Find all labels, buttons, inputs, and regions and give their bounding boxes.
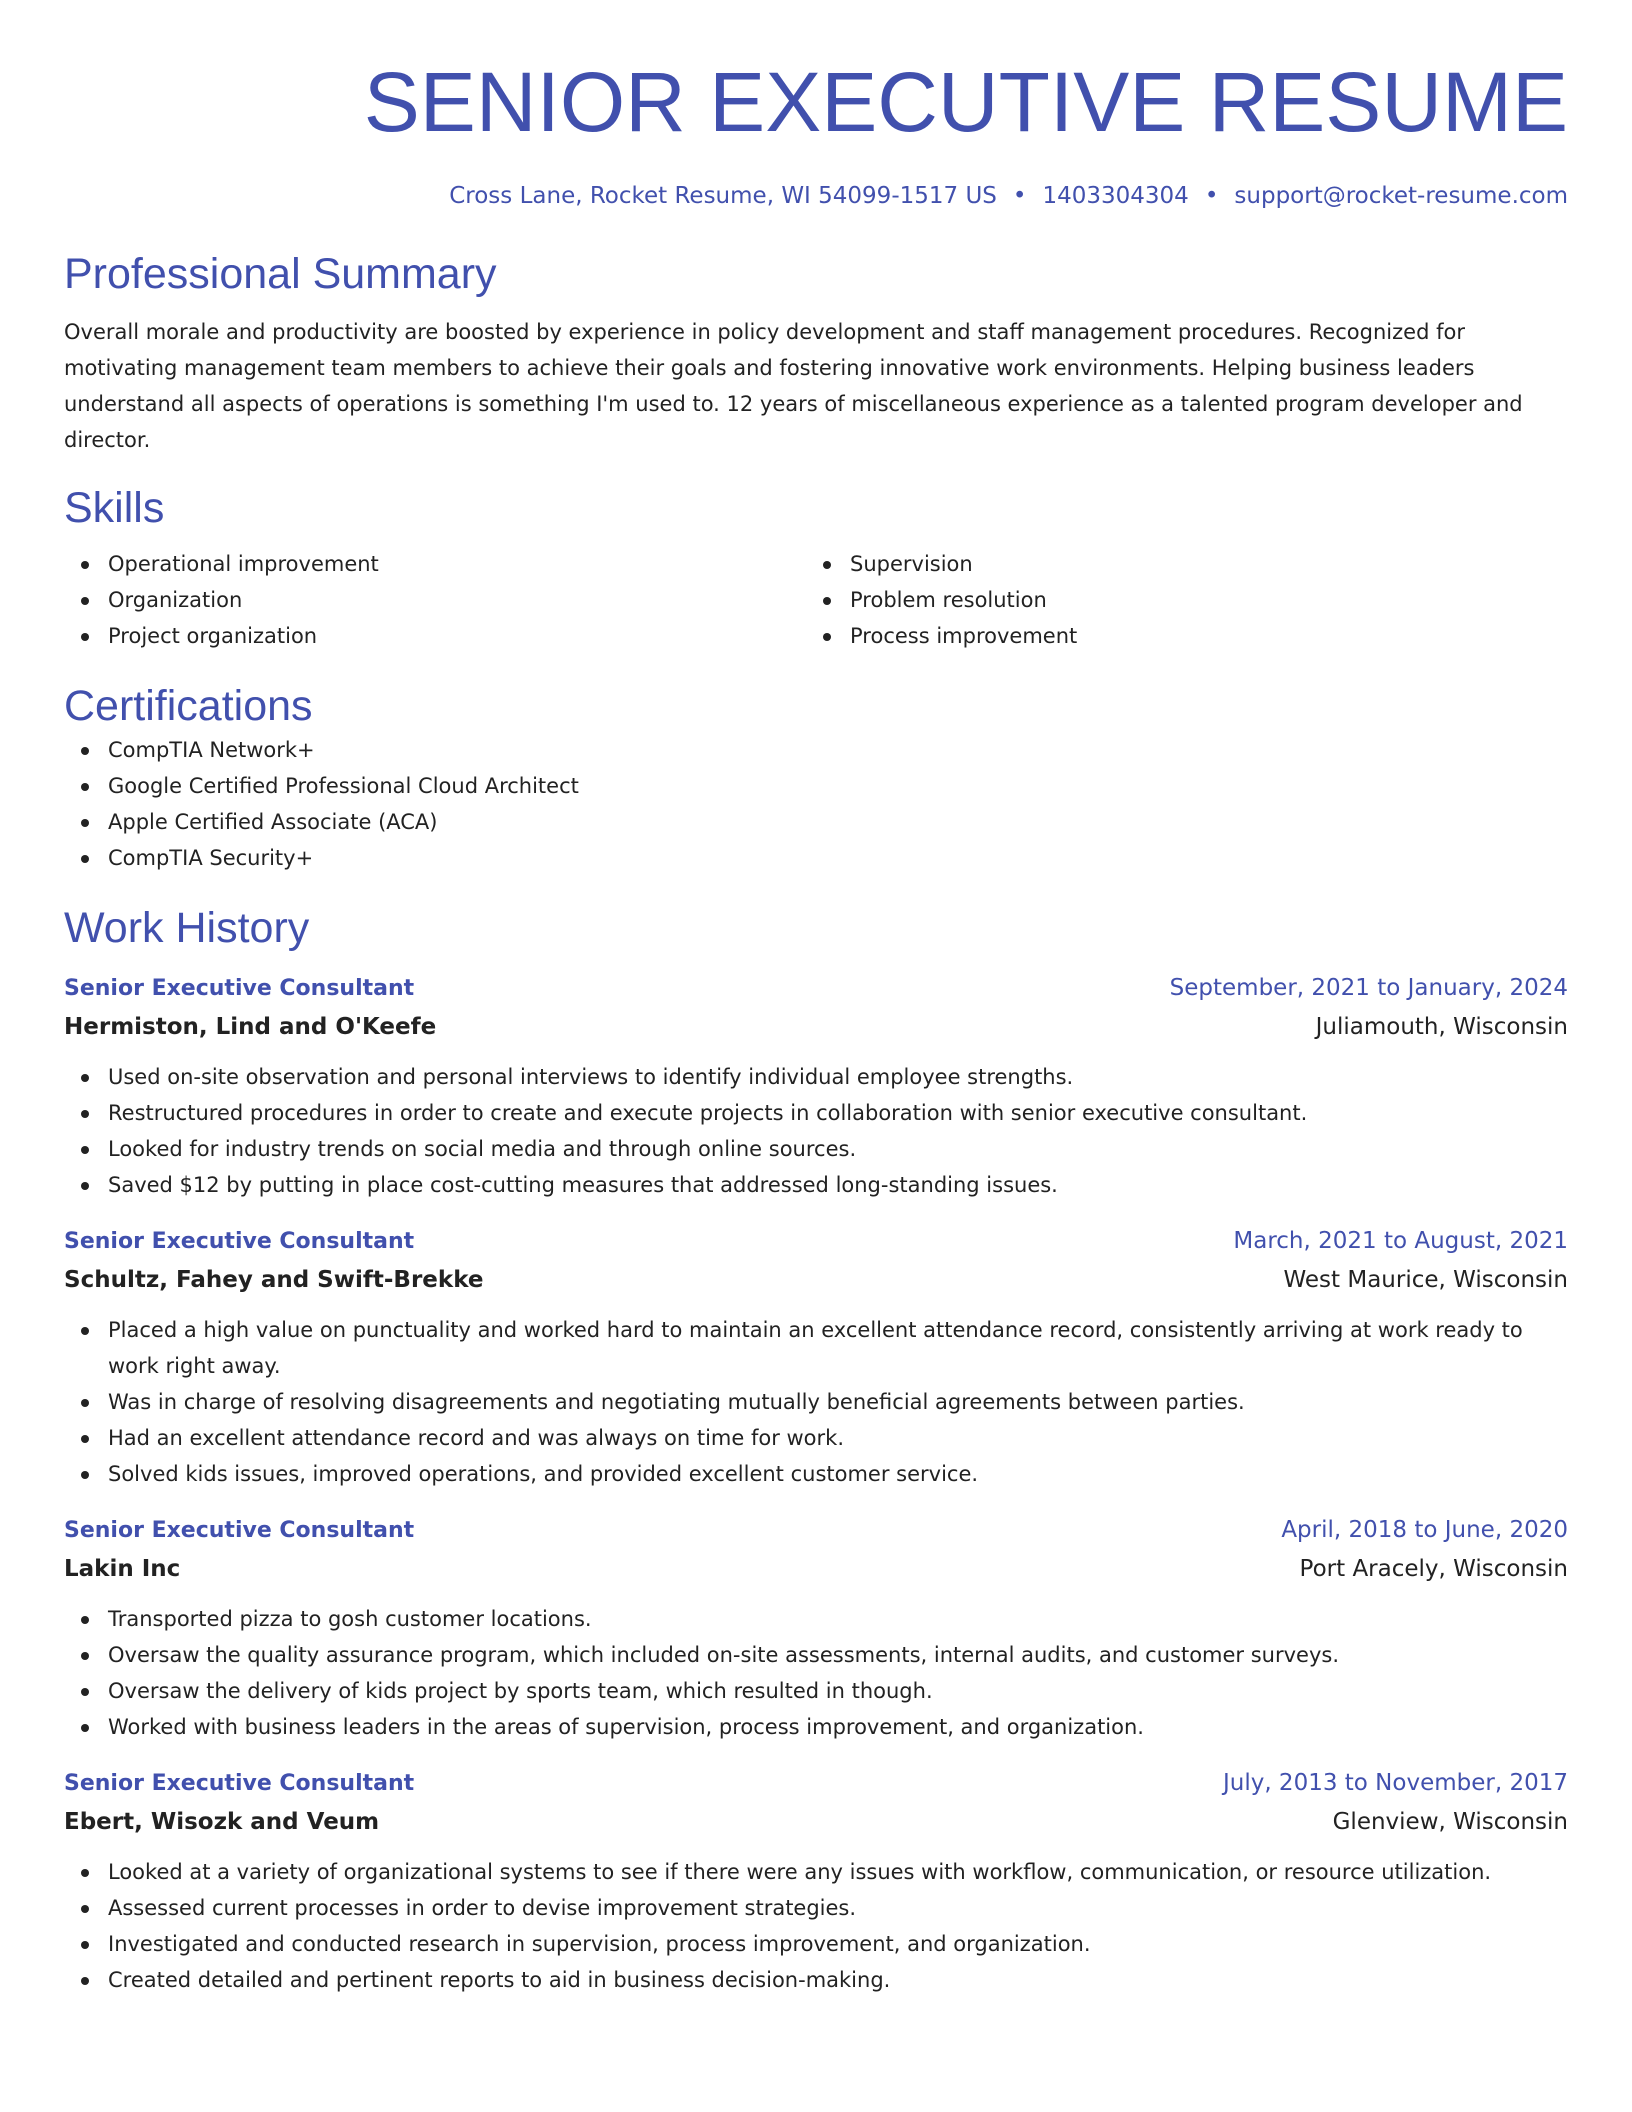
job-company-row: [64, 1802, 1568, 1842]
job-duty: Was in charge of resolving disagreements and negotiating mutually beneficial agreements between parties.: [64, 1384, 1568, 1420]
job-entry: [64, 970, 1568, 1203]
job-location: Glenview, Wisconsin: [1332, 1809, 1568, 1835]
job-header-row: [64, 970, 1568, 1007]
job-entry: [64, 1765, 1568, 1998]
job-company: Hermiston, Lind and O'Keefe: [64, 1014, 437, 1040]
job-title: Senior Executive Consultant: [64, 1771, 415, 1796]
job-duty: Saved $12 by putting in place cost-cutting measures that addressed long-standing issues.: [64, 1167, 1568, 1203]
certification-item: CompTIA Network+: [64, 732, 1568, 768]
skills-grid: [64, 546, 1568, 654]
skill-item: Problem resolution: [806, 582, 1548, 618]
contact-separator: •: [1012, 183, 1027, 209]
job-duties: [64, 1854, 1568, 1998]
job-duties: [64, 1059, 1568, 1203]
resume-header: [64, 52, 1568, 212]
resume-title: SENIOR EXECUTIVE RESUME: [363, 55, 1568, 149]
contact-separator: •: [1204, 183, 1219, 209]
job-entry: [64, 1512, 1568, 1745]
job-duty: Oversaw the delivery of kids project by sports team, which resulted in though.: [64, 1673, 1568, 1709]
job-company-row: [64, 1549, 1568, 1589]
job-company-row: [64, 1007, 1568, 1047]
job-title: Senior Executive Consultant: [64, 976, 415, 1001]
job-company: Lakin Inc: [64, 1556, 181, 1582]
job-location: Juliamouth, Wisconsin: [1315, 1014, 1568, 1040]
job-dates: April, 2018 to June, 2020: [1281, 1517, 1568, 1543]
job-header-row: [64, 1223, 1568, 1260]
job-company: Schultz, Fahey and Swift-Brekke: [64, 1267, 484, 1293]
job-duty: Had an excellent attendance record and was always on time for work.: [64, 1420, 1568, 1456]
job-header-row: [64, 1765, 1568, 1802]
job-duty: Placed a high value on punctuality and worked hard to maintain an excellent attendance record, consistently arriving at work ready to work right away.: [64, 1312, 1568, 1384]
certification-item: Apple Certified Associate (ACA): [64, 804, 1568, 840]
job-duty: Restructured procedures in order to create and execute projects in collaboration with senior executive consultant.: [64, 1095, 1568, 1131]
contact-email[interactable]: support@rocket-resume.com: [1234, 183, 1568, 209]
job-dates: March, 2021 to August, 2021: [1233, 1228, 1568, 1254]
skills-heading: Skills: [64, 484, 165, 532]
job-duty: Created detailed and pertinent reports to aid in business decision-making.: [64, 1962, 1568, 1998]
summary-heading: Professional Summary: [64, 250, 497, 298]
job-duty: Looked for industry trends on social media and through online sources.: [64, 1131, 1568, 1167]
contact-phone: 1403304304: [1042, 183, 1189, 209]
job-company-row: [64, 1260, 1568, 1300]
job-duty: Assessed current processes in order to devise improvement strategies.: [64, 1890, 1568, 1926]
summary-text: Overall morale and productivity are boosted by experience in policy development and staff management procedures. Recognized for motivating management team members to achieve their goals and fostering innovative work environments. Helping business leaders understand all aspects of operations is something I'm used to. 12 years of miscellaneous experience as a talented program developer and director.: [64, 320, 1523, 452]
skill-item: Project organization: [64, 618, 806, 654]
job-dates: July, 2013 to November, 2017: [1222, 1770, 1568, 1796]
work-history-list: [64, 970, 1568, 1998]
skill-item: Process improvement: [806, 618, 1548, 654]
skill-item: Supervision: [806, 546, 1548, 582]
job-duties: [64, 1601, 1568, 1745]
job-duty: Used on-site observation and personal interviews to identify individual employee strengths.: [64, 1059, 1568, 1095]
certification-item: Google Certified Professional Cloud Architect: [64, 768, 1568, 804]
skills-list-left: [64, 546, 806, 654]
contact-address: Cross Lane, Rocket Resume, WI 54099-1517 US: [449, 183, 997, 209]
certification-item: CompTIA Security+: [64, 840, 1568, 876]
job-duty: Oversaw the quality assurance program, which included on-site assessments, internal audits, and customer surveys.: [64, 1637, 1568, 1673]
skill-item: Organization: [64, 582, 806, 618]
job-title: Senior Executive Consultant: [64, 1229, 415, 1254]
job-location: West Maurice, Wisconsin: [1283, 1267, 1568, 1293]
job-duty: Looked at a variety of organizational systems to see if there were any issues with workflow, communication, or resource utilization.: [64, 1854, 1568, 1890]
skills-list-right: [806, 546, 1548, 654]
job-location: Port Aracely, Wisconsin: [1299, 1556, 1568, 1582]
certifications-heading: Certifications: [64, 682, 313, 730]
skill-item: Operational improvement: [64, 546, 806, 582]
contact-line: [64, 180, 1568, 212]
job-entry: [64, 1223, 1568, 1492]
job-duty: Transported pizza to gosh customer locations.: [64, 1601, 1568, 1637]
job-duty: Worked with business leaders in the areas of supervision, process improvement, and organization.: [64, 1709, 1568, 1745]
job-dates: September, 2021 to January, 2024: [1169, 975, 1568, 1001]
job-duty: Solved kids issues, improved operations, and provided excellent customer service.: [64, 1456, 1568, 1492]
work-history-heading: Work History: [64, 904, 310, 952]
job-duties: [64, 1312, 1568, 1492]
job-duty: Investigated and conducted research in supervision, process improvement, and organization.: [64, 1926, 1568, 1962]
job-title: Senior Executive Consultant: [64, 1518, 415, 1543]
job-company: Ebert, Wisozk and Veum: [64, 1809, 380, 1835]
certifications-list: [64, 732, 1568, 876]
job-header-row: [64, 1512, 1568, 1549]
